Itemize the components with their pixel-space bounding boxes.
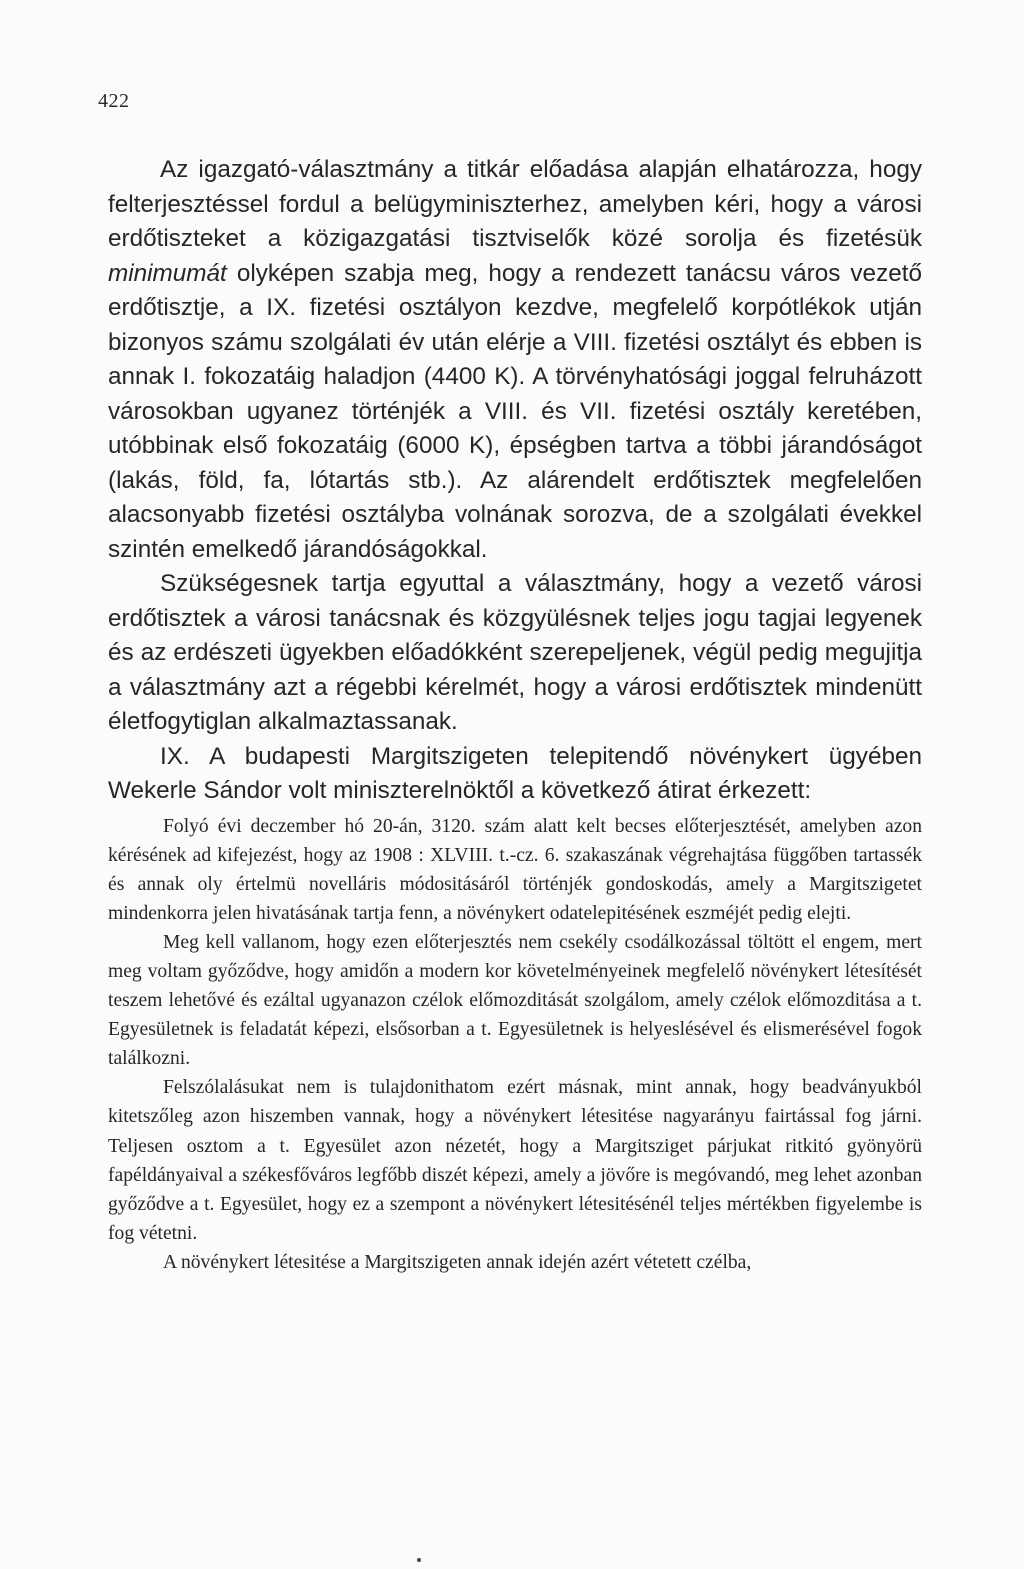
- emphasized-word: minimumát: [108, 259, 227, 287]
- quoted-letter: [108, 812, 922, 1278]
- quote-paragraph-4: A növénykert létesitése a Margitszigeten annak idején azért vétetett czélba,: [163, 1251, 752, 1273]
- print-mark: [417, 1558, 421, 1562]
- paragraph-resolution-text-1: Az igazgató-választmány a titkár előadása alapján elhatározza, hogy felterjesztéssel fordul a belügyminiszterhez, amelyben kéri, hogy a városi erdőtiszteket a közigazgatási tisztviselők közé sorolja és fizetésük: [108, 156, 922, 252]
- quote-paragraph-3: Felszólalásukat nem is tulajdonithatom ezért másnak, mint annak, hogy beadványukból kitetszőleg azon hiszemben vannak, hogy a növénykert létesitése nagyarányu fairtással fog járni. Teljesen osztom a t. Egyesület azon nézetét, hogy a Margitsziget párjukat ritkitó gyönyörü fapéldányaival a székesfőváros legfőbb diszét képezi, amely a jövőre is megóvandó, meg lehet azonban győződve a t. Egyesület, hogy ez a szempont a növénykert létesitésénél teljes mértékben figyelembe is fog vétetni.: [108, 1077, 922, 1244]
- main-text: [108, 153, 922, 809]
- paragraph-request: Szükségesnek tartja egyuttal a választmány, hogy a vezető városi erdőtisztek a városi tanácsnak és közgyülésnek teljes jogu tagjai legyenek és az erdészeti ügyekben előadókként szerepeljenek, végül pedig megujitja a választmány azt a régebbi kérelmét, hogy a városi erdőtisztek mindenütt életfogytiglan alkalmaztassanak.: [108, 570, 922, 735]
- quote-paragraph-2: Meg kell vallanom, hogy ezen előterjesztés nem csekély csodálkozással töltött el engem, mert meg voltam győződve, hogy amidőn a modern kor követelményeinek megfelelő növénykert létesítését teszem lehetővé és ezáltal ugyanazon czélok előmozditását szolgálom, amely czélok előmozditása a t. Egyesületnek is feladatát képezi, elsősorban a t. Egyesületnek is helyeslésével és elismerésével fogok találkozni.: [108, 931, 922, 1070]
- paragraph-section-ix: IX. A budapesti Margitszigeten telepitendő növénykert ügyében Wekerle Sándor volt miniszterelnöktől a következő átirat érkezett:: [108, 742, 922, 804]
- body-text: [108, 153, 922, 1277]
- paragraph-resolution: [108, 153, 922, 567]
- page-number: 422: [98, 90, 130, 112]
- quote-paragraph-1: Folyó évi deczember hó 20-án, 3120. szám alatt kelt becses előterjesztését, amelyben azon kérésének ad kifejezést, hogy az 1908 : XLVIII. t.-cz. 6. szakaszának végrehajtása függőben tartassék és annak oly értelmü novelláris módositásáról történjék gondoskodás, amely a Margitszigetet mindenkorra jelen hivatásának tartja fenn, a növénykert odatelepitésének eszméjét pedig elejti.: [108, 815, 922, 924]
- paragraph-resolution-text-2: olyképen szabja meg, hogy a rendezett tanácsu város vezető erdőtisztje, a IX. fizetési osztályon kezdve, megfelelő korpótlékok utján bizonyos számu szolgálati év után elérje a VIII. fizetési osztályt és ebben is annak I. fokozatáig haladjon (4400 K). A törvényhatósági joggal felruházott városokban ugyanez történjék a VIII. és VII. fizetési osztály keretében, utóbbinak első fokozatáig (6000 K), épségben tartva a többi járandóságot (lakás, föld, fa, lótartás stb.). Az alárendelt erdőtisztek megfelelően alacsonyabb fizetési osztályba volnának sorozva, de a szolgálati évekkel szintén emelkedő járandóságokkal.: [108, 259, 922, 563]
